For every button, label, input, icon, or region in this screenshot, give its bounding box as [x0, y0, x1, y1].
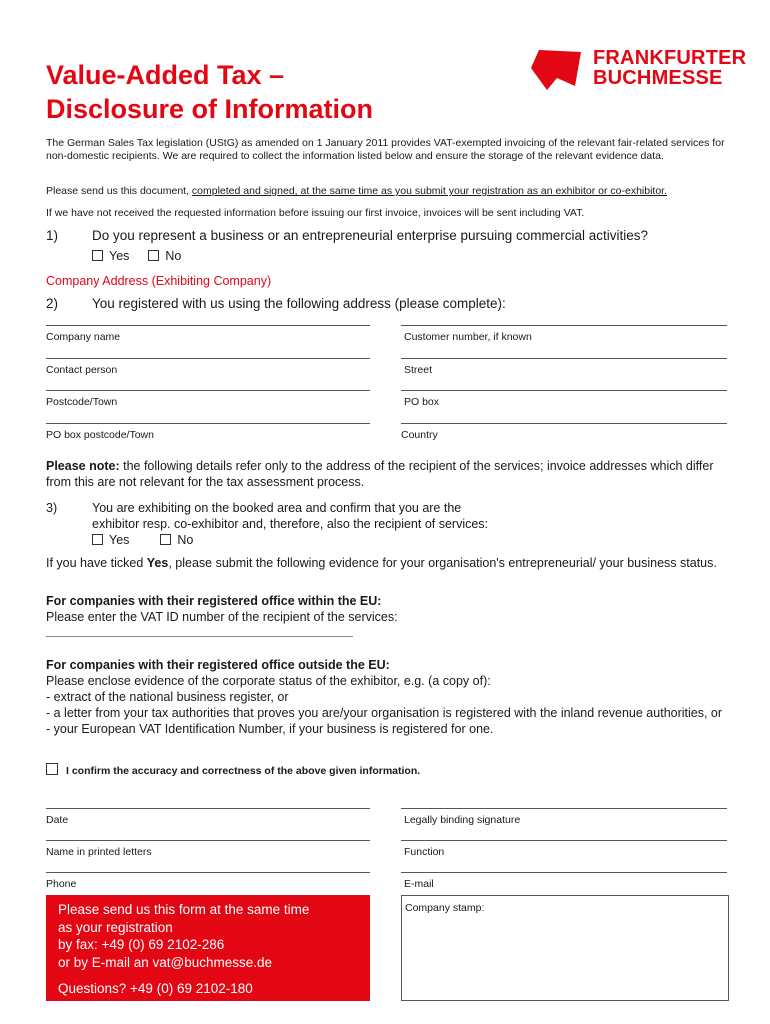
country-label: Country	[401, 429, 438, 441]
vat-id-line[interactable]	[46, 636, 353, 637]
q3-yes-checkbox[interactable]	[92, 534, 103, 545]
contact-info-box: Please send us this form at the same time as your registration by fax: +49 (0) 69 2102-286 or by E-mail an vat@buchmesse.de Questions? +49 (0) 69 2102-180	[46, 895, 370, 1001]
q3-line1: You are exhibiting on the booked area and confirm that you are the	[92, 501, 462, 515]
street-label: Street	[404, 364, 433, 376]
contact-person-line[interactable]	[46, 358, 370, 359]
q1-text: Do you represent a business or an entrepreneurial enterprise pursuing commercial activities?	[92, 228, 649, 243]
confirm-checkbox[interactable]	[46, 763, 58, 775]
company-name-line[interactable]	[46, 325, 370, 326]
q1-no-checkbox[interactable]	[148, 250, 159, 261]
page-title: Value-Added Tax – Disclosure of Information	[46, 60, 374, 124]
company-stamp-label: Company stamp:	[405, 902, 485, 914]
customer-number-label: Customer number, if known	[404, 331, 532, 343]
eu-heading: For companies with their registered office within the EU:	[46, 594, 382, 608]
q3-line2: exhibitor resp. co-exhibitor and, therefore, also the recipient of services:	[92, 517, 489, 531]
po-box-label: PO box	[404, 396, 440, 408]
date-label: Date	[46, 814, 69, 826]
q1-yes-checkbox[interactable]	[92, 250, 103, 261]
q1-number: 1)	[46, 228, 59, 243]
date-line[interactable]	[46, 808, 370, 809]
email-line[interactable]	[401, 872, 727, 873]
vat-note: If we have not received the requested information before issuing our first invoice, invoices will be sent including VAT.	[46, 207, 585, 219]
street-line[interactable]	[401, 358, 727, 359]
signature-line[interactable]	[401, 808, 727, 809]
phone-line[interactable]	[46, 872, 370, 873]
non-eu-heading: For companies with their registered office outside the EU:	[46, 658, 390, 672]
function-line[interactable]	[401, 840, 727, 841]
po-box-line[interactable]	[401, 390, 727, 391]
intro-text: The German Sales Tax legislation (UStG) as amended on 1 January 2011 provides VAT-exempted invoicing of the relevant fair-related services for non-domestic recipients. We are required to collect the information listed below and ensure the storage of the relevant evidence data.	[46, 137, 725, 162]
q3-options: Yes No	[92, 532, 193, 548]
function-label: Function	[404, 846, 445, 858]
frankfurter-buchmesse-logo: FRANKFURTER BUCHMESSE	[531, 48, 736, 92]
confirm-row: I confirm the accuracy and correctness of the above given information.	[46, 763, 420, 778]
email-label: E-mail	[404, 878, 434, 890]
signature-label: Legally binding signature	[404, 814, 521, 826]
q1-options: Yes No	[92, 248, 181, 264]
company-stamp-box[interactable]	[401, 895, 729, 1001]
q2-text: You registered with us using the following address (please complete):	[92, 296, 506, 311]
ticked-note: If you have ticked Yes, please submit the following evidence for your organisation's entrepreneurial/ your business status.	[46, 556, 717, 570]
po-box-postcode-line[interactable]	[46, 423, 370, 424]
contact-person-label: Contact person	[46, 364, 118, 376]
non-eu-text: Please enclose evidence of the corporate status of the exhibitor, e.g. (a copy of): - extract of the national business register, or - a letter from your tax authorities that proves you are/your organisation is registered with the inland revenue authorities, or - your European VAT Identification Number, if your business is registered for one.	[46, 674, 723, 736]
name-line[interactable]	[46, 840, 370, 841]
q3-no-checkbox[interactable]	[160, 534, 171, 545]
phone-label: Phone	[46, 878, 77, 890]
country-line[interactable]	[401, 423, 727, 424]
customer-number-line[interactable]	[401, 325, 727, 326]
eu-text: Please enter the VAT ID number of the recipient of the services:	[46, 610, 398, 624]
q3-number: 3)	[46, 501, 58, 515]
logo-mark-icon	[531, 48, 587, 92]
please-note: Please note: the following details refer only to the address of the recipient of the services; invoice addresses which differ from this are not relevant for the tax assessment process.	[46, 459, 714, 489]
company-address-heading: Company Address (Exhibiting Company)	[46, 274, 272, 288]
postcode-town-line[interactable]	[46, 390, 370, 391]
po-box-postcode-label: PO box postcode/Town	[46, 429, 154, 441]
postcode-town-label: Postcode/Town	[46, 396, 118, 408]
company-name-label: Company name	[46, 331, 121, 343]
send-note: Please send us this document, completed and signed, at the same time as you submit your registration as an exhibitor or co-exhibitor.	[46, 185, 668, 197]
name-label: Name in printed letters	[46, 846, 152, 858]
q2-number: 2)	[46, 296, 59, 311]
